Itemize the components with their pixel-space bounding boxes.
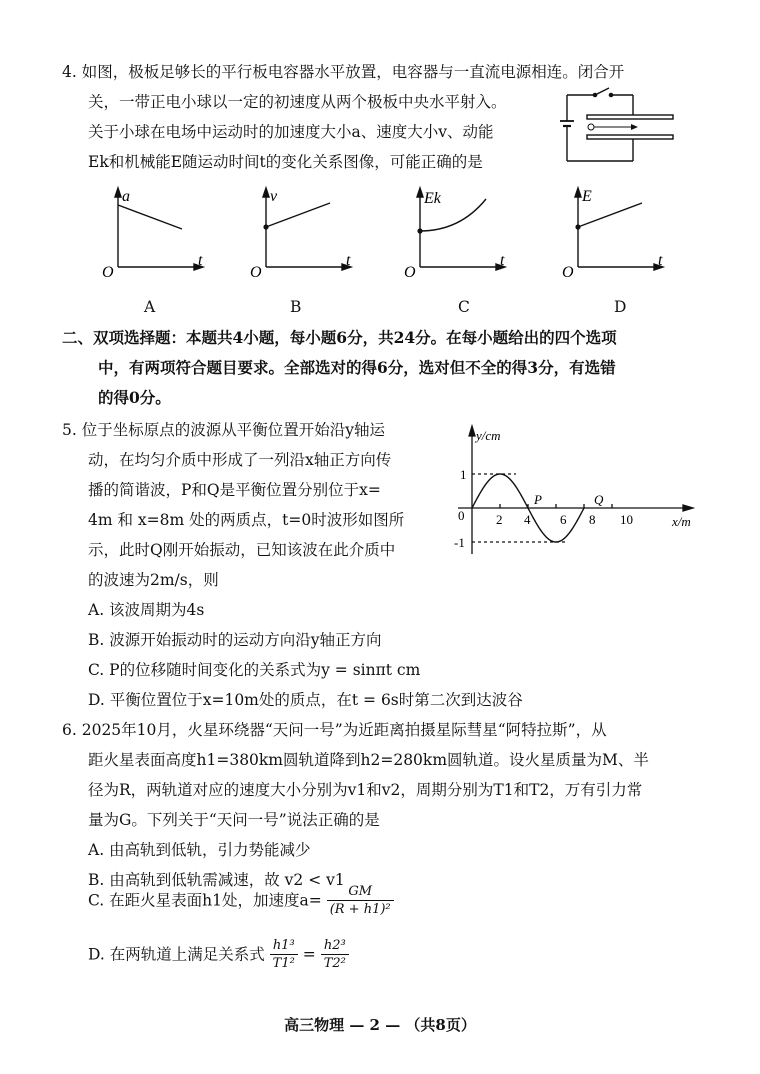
q5-option-d: D. 平衡位置位于x=10m处的质点，在t = 6s时第二次到达波谷 bbox=[88, 691, 523, 709]
graph-a-xlabel: t bbox=[198, 252, 203, 269]
q4-line2: 关，一带正电小球以一定的初速度从两个极板中央水平射入。 bbox=[88, 93, 507, 111]
q6-option-d-left-fraction bbox=[270, 938, 298, 973]
q6-option-d-equals: = bbox=[302, 945, 316, 964]
q6-line4: 量为G。下列关于“天问一号”说法正确的是 bbox=[88, 811, 380, 829]
q6-line2: 距火星表面高度h1=380km圆轨道降到h2=280km圆轨道。设火星质量为M、半 bbox=[88, 751, 649, 769]
wave-ylabel: y/cm bbox=[476, 428, 501, 443]
option-label-c: C bbox=[458, 298, 470, 316]
q4-line1: 4. 如图，极板足够长的平行板电容器水平放置，电容器与一直流电源相连。闭合开 bbox=[62, 63, 625, 81]
q5-line1: 5. 位于坐标原点的波源从平衡位置开始沿y轴运 bbox=[62, 421, 385, 439]
q6-option-c-denominator: (R + h1)² bbox=[329, 902, 391, 917]
q5-option-a: A. 该波周期为4s bbox=[88, 601, 205, 619]
graph-c-origin: O bbox=[404, 264, 416, 281]
wave-ytick-neg1: -1 bbox=[454, 535, 465, 550]
q6-option-d-right-den: T2² bbox=[323, 956, 346, 971]
q6-option-d-left-den: T1² bbox=[272, 956, 295, 971]
graph-b bbox=[248, 185, 358, 285]
graph-b-ylabel: v bbox=[270, 188, 278, 205]
q6-option-c-numerator: GM bbox=[327, 884, 394, 901]
q5-option-c: C. P的位移随时间变化的关系式为y = sinπt cm bbox=[88, 661, 421, 679]
graph-c bbox=[402, 185, 512, 285]
q6-option-b: B. 由高轨到低轨需减速，故 v2 < v1 bbox=[88, 871, 345, 889]
graph-c-ylabel: Ek bbox=[424, 190, 441, 207]
option-label-a: A bbox=[144, 298, 156, 316]
wave-xtick-10: 10 bbox=[620, 512, 633, 527]
q6-option-c bbox=[88, 884, 394, 919]
q6-line3: 径为R，两轨道对应的速度大小分别为v1和v2，周期分别为T1和T2，万有引力常 bbox=[88, 781, 643, 799]
q5-line5: 示，此时Q刚开始振动，已知该波在此介质中 bbox=[88, 541, 396, 559]
capacitor-circuit-diagram bbox=[555, 85, 675, 167]
q4-line3: 关于小球在电场中运动时的加速度大小a、速度大小v、动能 bbox=[88, 123, 494, 141]
graph-d bbox=[560, 185, 670, 285]
graph-a-origin: O bbox=[102, 264, 114, 281]
wave-xtick-4: 4 bbox=[524, 512, 531, 527]
wave-xtick-2: 2 bbox=[496, 512, 503, 527]
q5-line4: 4m 和 x=8m 处的两质点，t=0时波形如图所 bbox=[88, 511, 405, 529]
q6-option-a: A. 由高轨到低轨，引力势能减少 bbox=[88, 841, 311, 859]
q5-line2: 动，在均匀介质中形成了一列沿x轴正方向传 bbox=[88, 451, 392, 469]
option-label-d: D bbox=[614, 298, 627, 316]
wave-xtick-6: 6 bbox=[560, 512, 567, 527]
wave-xlabel: x/m bbox=[672, 514, 691, 529]
q6-option-c-fraction bbox=[327, 884, 394, 919]
graph-c-xlabel: t bbox=[500, 252, 505, 269]
q6-option-d-right-num: h2³ bbox=[321, 938, 349, 955]
page-footer: 高三物理 — 2 — （共8页） bbox=[284, 1016, 476, 1034]
q6-option-d-right-fraction bbox=[321, 938, 349, 973]
wave-xtick-8: 8 bbox=[589, 512, 596, 527]
section2-line2: 中，有两项符合题目要求。全部选对的得6分，选对但不全的得3分，有选错 bbox=[98, 358, 616, 377]
graph-b-xlabel: t bbox=[346, 252, 351, 269]
q6-option-d-text: D. 在两轨道上满足关系式 bbox=[88, 945, 265, 964]
graph-a bbox=[100, 185, 210, 285]
q5-line3: 播的简谐波，P和Q是平衡位置分别位于x= bbox=[88, 481, 381, 499]
wave-point-q: Q bbox=[594, 492, 604, 507]
graph-d-xlabel: t bbox=[658, 252, 663, 269]
graph-b-origin: O bbox=[250, 264, 262, 281]
q5-line6: 的波速为2m/s，则 bbox=[88, 571, 219, 589]
q6-option-c-text: C. 在距火星表面h1处，加速度a= bbox=[88, 891, 322, 910]
q4-line4: Ek和机械能E随运动时间t的变化关系图像，可能正确的是 bbox=[88, 153, 483, 171]
section2-line1: 二、双项选择题：本题共4小题，每小题6分，共24分。在每小题给出的四个选项 bbox=[62, 328, 617, 347]
q6-option-d-left-num: h1³ bbox=[270, 938, 298, 955]
section2-line3: 的得0分。 bbox=[98, 388, 171, 407]
wave-graph bbox=[452, 422, 700, 562]
wave-ytick-1: 1 bbox=[460, 467, 467, 482]
wave-origin: 0 bbox=[458, 508, 465, 523]
graph-a-ylabel: a bbox=[122, 188, 130, 205]
q6-option-d bbox=[88, 938, 349, 973]
graph-d-ylabel: E bbox=[582, 188, 592, 205]
graph-d-origin: O bbox=[562, 264, 574, 281]
option-label-b: B bbox=[290, 298, 302, 316]
q5-option-b: B. 波源开始振动时的运动方向沿y轴正方向 bbox=[88, 631, 382, 649]
q6-line1: 6. 2025年10月，火星环绕器“天问一号”为近距离拍摄星际彗星“阿特拉斯”，从 bbox=[62, 721, 607, 739]
wave-point-p: P bbox=[534, 492, 542, 507]
